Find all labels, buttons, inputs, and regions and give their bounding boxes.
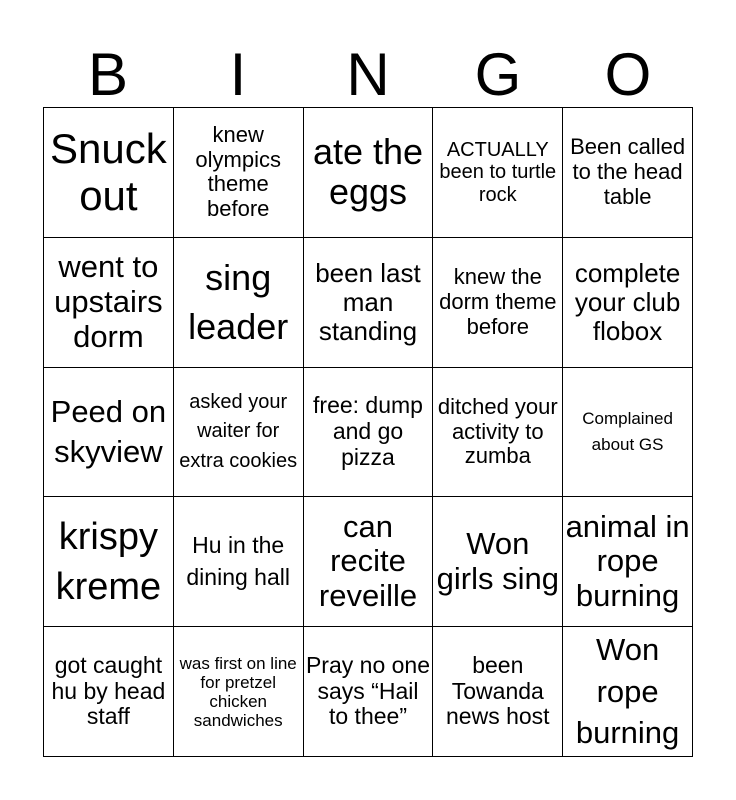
cell-text: been last man standing: [315, 257, 421, 346]
bingo-cell[interactable]: [44, 108, 174, 238]
bingo-cell[interactable]: [44, 497, 174, 627]
bingo-cell[interactable]: [174, 238, 304, 368]
bingo-cell[interactable]: [304, 238, 434, 368]
cell-text: ditched your activity to zumba: [437, 394, 558, 469]
bingo-board: [43, 107, 693, 757]
cell-text: free: dump and go pizza: [313, 392, 423, 470]
cell-text: krispy kreme: [55, 515, 162, 608]
cell-text: Peed on skyview: [50, 393, 167, 469]
bingo-cell[interactable]: [304, 108, 434, 238]
bingo-cell[interactable]: [304, 627, 434, 757]
bingo-cell[interactable]: [44, 368, 174, 498]
bingo-cell[interactable]: [44, 627, 174, 757]
cell-text: animal in rope burning: [565, 508, 690, 614]
cell-text: was first on line for pretzel chicken sandwiches: [179, 653, 297, 730]
bingo-cell[interactable]: [433, 368, 563, 498]
bingo-cell[interactable]: [304, 368, 434, 498]
header-letter-n: N: [346, 41, 390, 108]
cell-text: got caught hu by head staff: [51, 651, 166, 730]
cell-text: Won girls sing: [436, 526, 559, 596]
cell-text: Hu in the dining hall: [186, 532, 290, 590]
bingo-cell[interactable]: [174, 368, 304, 498]
header-letter-g: G: [474, 41, 522, 108]
bingo-cell[interactable]: [563, 497, 693, 627]
bingo-header: [43, 38, 693, 108]
bingo-cell[interactable]: [174, 497, 304, 627]
cell-text: can recite reveille: [318, 508, 418, 614]
bingo-cell[interactable]: [563, 627, 693, 757]
bingo-cell[interactable]: [433, 497, 563, 627]
bingo-cell[interactable]: [174, 108, 304, 238]
cell-text: knew olympics theme before: [195, 122, 281, 222]
bingo-cell[interactable]: [563, 108, 693, 238]
bingo-cell[interactable]: [44, 238, 174, 368]
bingo-cell[interactable]: [563, 368, 693, 498]
cell-text: complete your club flobox: [574, 257, 681, 346]
cell-text: ate the eggs: [312, 131, 424, 213]
header-letter-i: I: [229, 41, 247, 108]
cell-text: been Towanda news host: [446, 651, 550, 730]
cell-text: ACTUALLY been to turtle rock: [439, 138, 557, 206]
cell-text: asked your waiter for extra cookies: [179, 390, 298, 472]
cell-text: went to upstairs dorm: [54, 249, 163, 354]
cell-text: Been called to the head table: [570, 134, 686, 209]
bingo-cell[interactable]: [304, 497, 434, 627]
cell-text: Won rope burning: [575, 632, 680, 751]
cell-text: Complained about GS: [582, 408, 673, 454]
bingo-cell[interactable]: [433, 627, 563, 757]
bingo-cell[interactable]: [433, 238, 563, 368]
header-letter-o: O: [604, 41, 652, 108]
bingo-cell[interactable]: [563, 238, 693, 368]
cell-text: knew the dorm theme before: [439, 264, 557, 339]
bingo-cell[interactable]: [174, 627, 304, 757]
cell-text: sing leader: [188, 256, 289, 348]
cell-text: Snuck out: [50, 125, 167, 220]
bingo-cell[interactable]: [433, 108, 563, 238]
cell-text: Pray no one says “Hail to thee”: [305, 651, 430, 730]
header-letter-b: B: [87, 41, 129, 108]
